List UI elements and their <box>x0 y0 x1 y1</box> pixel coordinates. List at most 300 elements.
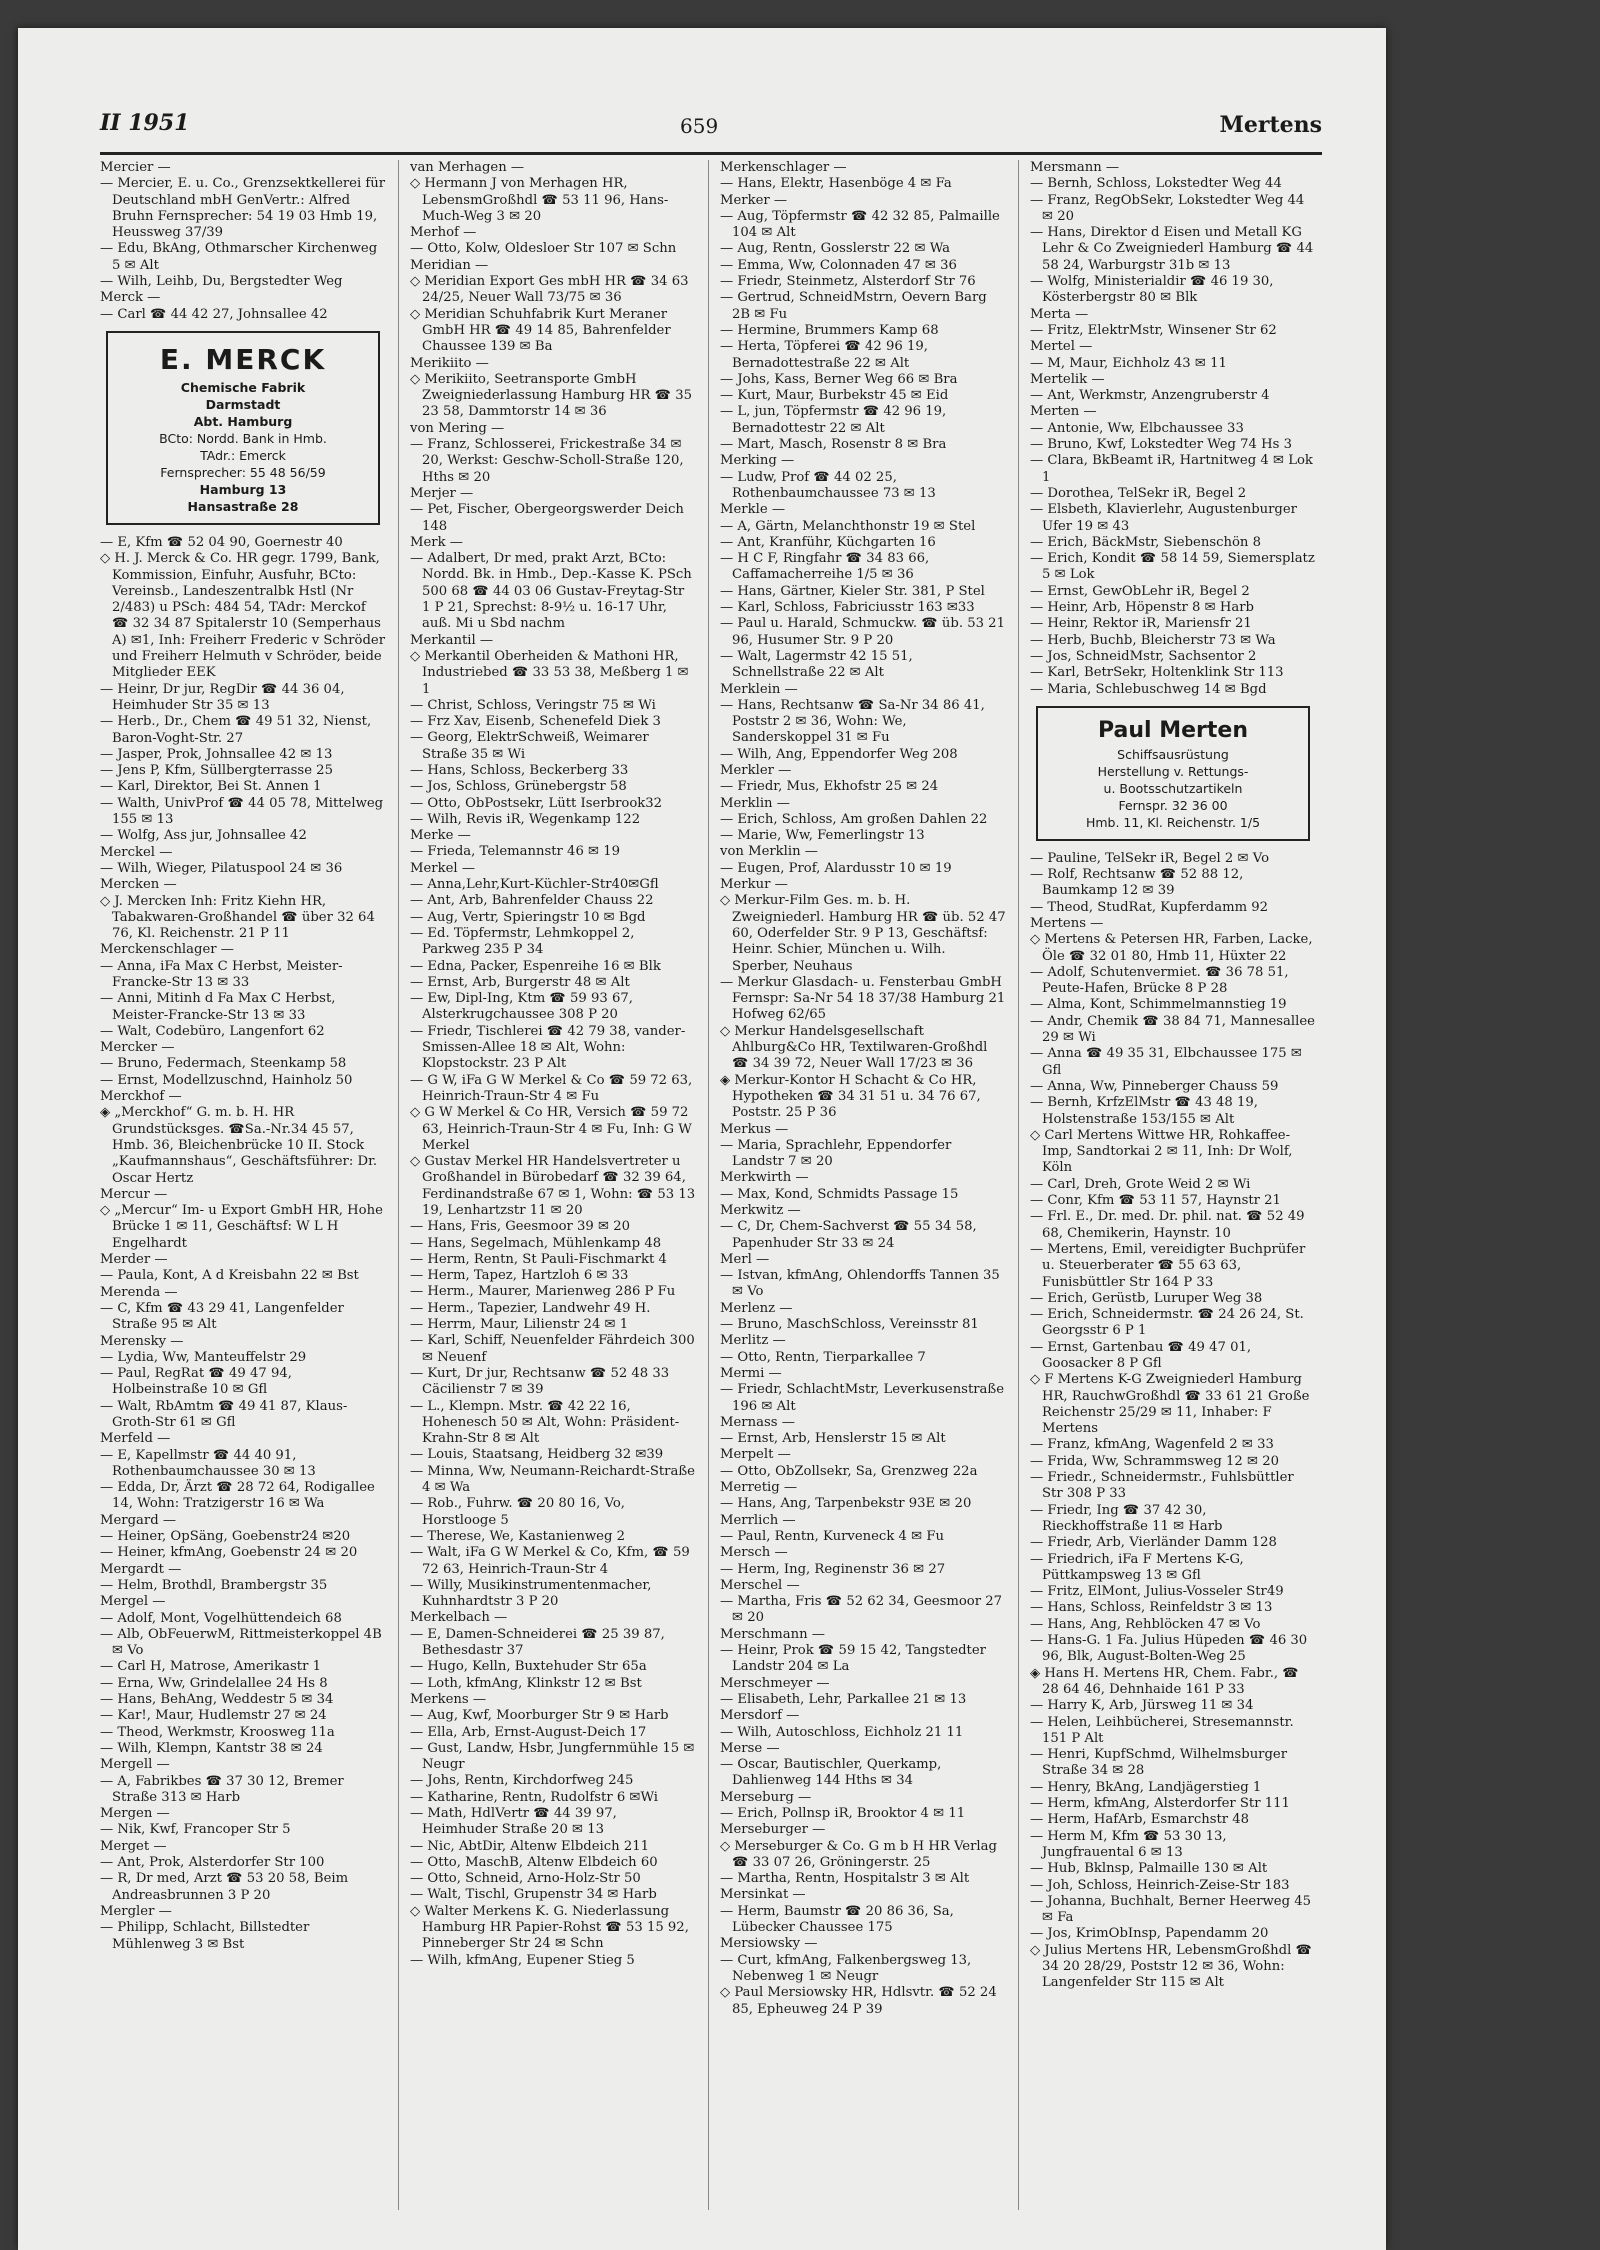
directory-entry: ◇ Meridian Schuhfabrik Kurt Meraner GmbH HR ☎ 49 14 85, Bahrenfelder Chaussee 139 ✉ Ba <box>410 306 671 355</box>
surname-heading: Merschmeyer — <box>720 1675 830 1691</box>
directory-entry: — Adalbert, Dr med, prakt Arzt, BCto: Nordd. Bk. in Hmb., Dep.-Kasse K. PSch 500 68 ☎ 44 03 06 Gustav-Freytag-Str 1 P 21, Sprechst: 8-9½ u. 16-17 Uhr, auß. Mi u Sbd nachm <box>410 551 692 632</box>
directory-entry: — Henri, KupfSchmd, Wilhelmsburger Straße 34 ✉ 28 <box>1030 1747 1288 1779</box>
header-year: II 1951 <box>100 110 190 136</box>
directory-entry: — Frz Xav, Eisenb, Schenefeld Diek 3 <box>410 714 661 730</box>
directory-entry: — Clara, BkBeamt iR, Hartnitweg 4 ✉ Lok 1 <box>1030 453 1313 485</box>
directory-entry: — Hans, BehAng, Weddestr 5 ✉ 34 <box>100 1692 334 1708</box>
surname-heading: Meridian — <box>410 257 489 273</box>
directory-entry: — Karl, Direktor, Bei St. Annen 1 <box>100 779 322 795</box>
surname-heading: Merhof — <box>410 225 477 241</box>
directory-entry: ◇ Merikiito, Seetransporte GmbH Zweigniederlassung Hamburg HR ☎ 35 23 58, Dammtorstr 14 ✉ 36 <box>410 371 692 420</box>
column-2 <box>410 160 696 2220</box>
directory-entry: — Friedr., Schneidermstr., Fuhlsbüttler Str 308 P 33 <box>1030 1470 1294 1502</box>
surname-heading: Mersch — <box>720 1545 788 1561</box>
directory-entry: — Walt, iFa G W Merkel & Co, Kfm, ☎ 59 72 63, Heinrich-Traun-Str 4 <box>410 1545 690 1577</box>
directory-entry: — Henry, BkAng, Landjägerstieg 1 <box>1030 1779 1262 1795</box>
directory-entry: — Jos, KrimObInsp, Papendamm 20 <box>1030 1926 1269 1942</box>
directory-entry: — Hans, Ang, Rehblöcken 47 ✉ Vo <box>1030 1616 1261 1632</box>
directory-entry: ◇ Merseburger & Co. G m b H HR Verlag ☎ 33 07 26, Gröningerstr. 25 <box>720 1838 997 1870</box>
directory-entry: — Nic, AbtDir, Altenw Elbdeich 211 <box>410 1838 650 1854</box>
directory-entry: — Bruno, Federmach, Steenkamp 58 <box>100 1056 347 1072</box>
directory-entry: — Fritz, ElektrMstr, Winsener Str 62 <box>1030 322 1277 338</box>
directory-entry: — Hans, Schloss, Reinfeldstr 3 ✉ 13 <box>1030 1600 1273 1616</box>
directory-entry: — R, Dr med, Arzt ☎ 53 20 58, Beim Andreasbrunnen 3 P 20 <box>100 1871 349 1903</box>
directory-entry: — Maria, Schlebuschweg 14 ✉ Bgd <box>1030 681 1267 697</box>
directory-entry: — M, Maur, Eichholz 43 ✉ 11 <box>1030 355 1227 371</box>
directory-entry: — Hans, Schloss, Beckerberg 33 <box>410 762 629 778</box>
directory-entry: — Otto, Rentn, Tierparkallee 7 <box>720 1349 926 1365</box>
surname-heading: Merkens — <box>410 1691 487 1707</box>
directory-entry: — Christ, Schloss, Veringstr 75 ✉ Wi <box>410 697 656 713</box>
directory-entry: — Karl, Schloss, Fabriciusstr 163 ✉33 <box>720 600 975 616</box>
directory-entry: — Pauline, TelSekr iR, Begel 2 ✉ Vo <box>1030 850 1270 866</box>
surname-heading: Merk — <box>410 534 463 550</box>
directory-entry: — Theod, Werkmstr, Kroosweg 11a <box>100 1724 335 1740</box>
surname-heading: Merikiito — <box>410 355 489 371</box>
merck-advertisement <box>106 331 380 525</box>
directory-entry: — Ernst, Gartenbau ☎ 49 47 01, Goosacker 8 P Gfl <box>1030 1339 1252 1371</box>
directory-entry: — Erich, BäckMstr, Siebenschön 8 <box>1030 534 1261 550</box>
directory-entry: — Istvan, kfmAng, Ohlendorffs Tannen 35 ✉ Vo <box>720 1268 1000 1300</box>
directory-entry: — Conr, Kfm ☎ 53 11 57, Haynstr 21 <box>1030 1193 1281 1209</box>
directory-entry: — Fritz, ElMont, Julius-Vosseler Str49 <box>1030 1584 1284 1600</box>
directory-entry: — Carl, Dreh, Grote Weid 2 ✉ Wi <box>1030 1176 1251 1192</box>
directory-entry: — Erich, Kondit ☎ 58 14 59, Siemersplatz 5 ✉ Lok <box>1030 551 1315 583</box>
header-rule <box>100 152 1322 155</box>
surname-heading: Mergell — <box>100 1757 170 1773</box>
directory-entry: — Herm M, Kfm ☎ 53 30 13, Jungfrauental 6 ✉ 13 <box>1030 1828 1227 1860</box>
surname-heading: Mergard — <box>100 1512 177 1528</box>
merck-ad-name: E. MERCK <box>159 342 327 376</box>
surname-heading: Merckenschlager — <box>100 942 234 958</box>
directory-entry: — Math, HdlVertr ☎ 44 39 97, Heimhuder Straße 20 ✉ 13 <box>410 1805 617 1838</box>
surname-heading: Mertens — <box>1030 915 1104 931</box>
directory-entry: ◇ Julius Mertens HR, LebensmGroßhdl ☎ 34 20 28/29, Poststr 12 ✉ 36, Wohn: Langenfelder Str 115 ✉ Alt <box>1030 1942 1312 1991</box>
directory-entry: — Herm., Tapezier, Landwehr 49 H. <box>410 1300 651 1316</box>
directory-entry: — Erich, Gerüstb, Luruper Weg 38 <box>1030 1290 1263 1306</box>
directory-entry: — Joh, Schloss, Heinrich-Zeise-Str 183 <box>1030 1877 1290 1893</box>
directory-entry: — Wilh, Autoschloss, Eichholz 21 11 <box>720 1724 964 1740</box>
directory-entry: — Anna, Ww, Pinneberger Chauss 59 <box>1030 1078 1279 1094</box>
merck-ad-line: Hamburg 13 <box>199 481 287 497</box>
column-4 <box>1030 160 1316 2220</box>
directory-entry: — Oscar, Bautischler, Querkamp, Dahlienweg 144 Hths ✉ 34 <box>720 1757 942 1789</box>
directory-entry: — Herb, Buchb, Bleicherstr 73 ✉ Wa <box>1030 632 1276 648</box>
directory-entry: ◇ Merkur Handelsgesellschaft Ahlburg&Co HR, Textilwaren-Großhdl ☎ 34 39 72, Neuer Wall 17/23 ✉ 36 <box>720 1023 988 1072</box>
directory-entry: — Ed. Töpfermstr, Lehmkoppel 2, Parkweg 235 P 34 <box>410 925 635 958</box>
surname-heading: Mersdorf — <box>720 1708 800 1724</box>
directory-entry: — Wilh, Leihb, Du, Bergstedter Weg <box>100 274 343 290</box>
directory-entry: — Georg, ElektrSchweiß, Weimarer Straße 35 ✉ Wi <box>410 730 649 762</box>
merck-ad-line: BCto: Nordd. Bank in Hmb. <box>159 430 327 446</box>
directory-entry: — Bruno, Kwf, Lokstedter Weg 74 Hs 3 <box>1030 437 1292 453</box>
directory-entry: — Hans, Fris, Geesmoor 39 ✉ 20 <box>410 1219 630 1235</box>
directory-entry: — Rob., Fuhrw. ☎ 20 80 16, Vo, Horstlooge 5 <box>410 1496 625 1528</box>
column-divider <box>1018 160 1019 2210</box>
directory-entry: — Aug, Kwf, Moorburger Str 9 ✉ Harb <box>410 1708 669 1724</box>
directory-entry: ◇ F Mertens K-G Zweigniederl Hamburg HR, RauchwGroßhdl ☎ 33 61 21 Große Reichenstr 25/29 ✉ 11, Inhaber: F Mertens <box>1030 1372 1310 1437</box>
directory-entry: — Helm, Brothdl, Brambergstr 35 <box>100 1577 328 1593</box>
directory-entry: — Walt, RbAmtm ☎ 49 41 87, Klaus-Groth-Str 61 ✉ Gfl <box>100 1398 348 1430</box>
directory-entry: — Willy, Musikinstrumentenmacher, Kuhnhardtstr 3 P 20 <box>410 1577 652 1610</box>
directory-entry: — Karl, BetrSekr, Holtenklink Str 113 <box>1030 665 1284 681</box>
directory-entry: — Bernh, Schloss, Lokstedter Weg 44 <box>1030 176 1282 192</box>
directory-entry: — Aug, Rentn, Gosslerstr 22 ✉ Wa <box>720 241 951 257</box>
directory-entry: — Bernh, KrfzElMstr ☎ 43 48 19, Holstenstraße 153/155 ✉ Alt <box>1030 1095 1258 1127</box>
surname-heading: Merkwitz — <box>720 1203 801 1218</box>
directory-entry: — Franz, RegObSekr, Lokstedter Weg 44 ✉ 20 <box>1030 192 1305 224</box>
directory-entry: — Aug, Vertr, Spieringstr 10 ✉ Bgd <box>410 909 646 925</box>
directory-entry: — Friedr, Arb, Vierländer Damm 128 <box>1030 1535 1277 1551</box>
directory-entry: — Hans, Segelmach, Mühlenkamp 48 <box>410 1235 662 1251</box>
merck-ad-line: Hansastraße 28 <box>187 498 299 514</box>
directory-entry: — Harry K, Arb, Jürsweg 11 ✉ 34 <box>1030 1698 1254 1714</box>
directory-entry: — Herb., Dr., Chem ☎ 49 51 32, Nienst, Baron-Voght-Str. 27 <box>100 714 372 746</box>
directory-entry: — Philipp, Schlacht, Billstedter Mühlenweg 3 ✉ Bst <box>100 1920 310 1952</box>
directory-entry: — Max, Kond, Schmidts Passage 15 <box>720 1186 959 1202</box>
surname-heading: Merlenz — <box>720 1300 793 1316</box>
directory-entry: — Wolfg, Ass jur, Johnsallee 42 <box>100 828 307 844</box>
directory-entry: — Walt, Codebüro, Langenfort 62 <box>100 1023 325 1039</box>
surname-heading: Mersinkat — <box>720 1887 806 1903</box>
directory-entry: ◇ G W Merkel & Co HR, Versich ☎ 59 72 63, Heinrich-Traun-Str 4 ✉ Fu, Inh: G W Merkel <box>410 1105 692 1153</box>
directory-entry: — Pet, Fischer, Obergeorgswerder Deich 148 <box>410 502 684 534</box>
merten-ad-name: Paul Merten <box>1097 717 1248 743</box>
directory-entry: — Friedr, Steinmetz, Alsterdorf Str 76 <box>720 274 976 290</box>
surname-heading: Merkenschlager — <box>720 160 847 175</box>
surname-heading: Mermi — <box>720 1365 782 1381</box>
directory-entry: — Heiner, kfmAng, Goebenstr 24 ✉ 20 <box>100 1545 358 1561</box>
surname-heading: Merklin — <box>720 795 790 811</box>
directory-entry: ◈ „Merckhof“ G. m. b. H. HR Grundstücksges. ☎Sa.-Nr.34 45 57, Hmb. 36, Bleichenbrücke 10 II. Stock „Kaufmannshaus“, Geschäftsführer: Dr. Oscar Hertz <box>100 1105 378 1186</box>
merck-ad-line: Fernsprecher: 55 48 56/59 <box>160 464 326 480</box>
surname-heading: Merretig — <box>720 1480 798 1496</box>
surname-heading: Merget — <box>100 1838 167 1854</box>
directory-entry: — Katharine, Rentn, Rudolfstr 6 ✉Wi <box>410 1789 658 1805</box>
directory-entry: — Johs, Rentn, Kirchdorfweg 245 <box>410 1773 634 1789</box>
surname-heading: Merkantil — <box>410 632 494 648</box>
directory-entry: — Martha, Fris ☎ 52 62 34, Geesmoor 27 ✉ 20 <box>720 1594 1003 1626</box>
directory-entry: — Anna, iFa Max C Herbst, Meister-Francke-Str 13 ✉ 33 <box>100 958 343 990</box>
directory-entry: — Elsbeth, Klavierlehr, Augustenburger Ufer 19 ✉ 43 <box>1030 502 1297 534</box>
directory-entry: — Ew, Dipl-Ing, Ktm ☎ 59 93 67, Alsterkrugchaussee 308 P 20 <box>410 991 633 1023</box>
surname-heading: Merseburger — <box>720 1822 826 1838</box>
directory-entry: — Franz, kfmAng, Wagenfeld 2 ✉ 33 <box>1030 1437 1274 1453</box>
directory-entry: — Helen, Leihbücherei, Stresemannstr. 151 P Alt <box>1030 1714 1294 1746</box>
surname-heading: Mernass — <box>720 1414 795 1430</box>
directory-entry: ◇ Merkantil Oberheiden & Mathoni HR, Industriebed ☎ 33 53 38, Meßberg 1 ✉ 1 <box>410 648 689 697</box>
directory-entry: — Antonie, Ww, Elbchaussee 33 <box>1030 420 1244 436</box>
surname-heading: Mertel — <box>1030 339 1093 355</box>
directory-entry: — Adolf, Schutenvermiet. ☎ 36 78 51, Peute-Hafen, Brücke 8 P 28 <box>1030 964 1289 997</box>
directory-entry: — Erich, Pollnsp iR, Brooktor 4 ✉ 11 <box>720 1805 966 1821</box>
surname-heading: Merker — <box>720 192 788 208</box>
directory-entry: — Emma, Ww, Colonnaden 47 ✉ 36 <box>720 257 957 273</box>
directory-entry: — Herm, kfmAng, Alsterdorfer Str 111 <box>1030 1796 1290 1812</box>
directory-entry: — Anna,Lehr,Kurt-Küchler-Str40✉Gfl <box>410 877 659 893</box>
directory-entry: ◇ Mertens & Petersen HR, Farben, Lacke, Öle ☎ 32 01 80, Hmb 11, Hüxter 22 <box>1030 932 1313 964</box>
directory-entry: — Herm, Rentn, St Pauli-Fischmarkt 4 <box>410 1251 667 1267</box>
header-running-title: Mertens <box>1219 112 1322 138</box>
directory-entry: — Merkur Glasdach- u. Fensterbau GmbH Fernspr: Sa-Nr 54 18 37/38 Hamburg 21 Hofweg 62/65 <box>720 974 1006 1023</box>
directory-entry: — Carl H, Matrose, Amerikastr 1 <box>100 1659 321 1675</box>
directory-entry: — C, Dr, Chem-Sachverst ☎ 55 34 58, Papenhuder Str 33 ✉ 24 <box>720 1219 977 1251</box>
directory-entry: — Jasper, Prok, Johnsallee 42 ✉ 13 <box>100 746 333 762</box>
directory-entry: — Ant, Arb, Bahrenfelder Chauss 22 <box>410 893 654 909</box>
directory-entry: — Heinr, Dr jur, RegDir ☎ 44 36 04, Heimhuder Str 35 ✉ 13 <box>100 681 345 713</box>
directory-entry: — L, jun, Töpfermstr ☎ 42 96 19, Bernadottestr 22 ✉ Alt <box>720 404 947 436</box>
surname-heading: von Merklin — <box>720 844 818 860</box>
directory-entry: — Wilh, Ang, Eppendorfer Weg 208 <box>720 746 958 762</box>
directory-entry: ◇ „Mercur“ Im- u Export GmbH HR, Hohe Brücke 1 ✉ 11, Geschäftsf: W L H Engelhardt <box>100 1203 383 1251</box>
directory-entry: ◇ J. Mercken Inh: Fritz Kiehn HR, Tabakwaren-Großhandel ☎ über 32 64 76, Kl. Reichenstr. 21 P 11 <box>100 893 375 942</box>
directory-entry: — Anna ☎ 49 35 31, Elbchaussee 175 ✉ Gfl <box>1030 1046 1302 1078</box>
directory-entry: — L., Klempn. Mstr. ☎ 42 22 16, Hohenesch 50 ✉ Alt, Wohn: Präsident-Krahn-Str 8 ✉ Alt <box>410 1398 680 1447</box>
directory-entry: — Aug, Töpfermstr ☎ 42 32 85, Palmaille 104 ✉ Alt <box>720 208 1000 241</box>
column-3 <box>720 160 1006 2220</box>
surname-heading: Merck — <box>100 290 161 306</box>
surname-heading: Mergler — <box>100 1903 172 1919</box>
directory-entry: ◇ Walter Merkens K. G. Niederlassung Hamburg HR Papier-Rohst ☎ 53 15 92, Pinneberger Str 24 ✉ Schn <box>410 1903 689 1952</box>
directory-entry: — Marie, Ww, Femerlingstr 13 <box>720 828 925 844</box>
directory-entry: — Ernst, GewObLehr iR, Begel 2 <box>1030 583 1250 599</box>
column-divider <box>398 160 399 2210</box>
directory-entry: — Hermine, Brummers Kamp 68 <box>720 322 939 338</box>
surname-heading: Merenda — <box>100 1284 178 1300</box>
directory-entry: — Kar!, Maur, Hudlemstr 27 ✉ 24 <box>100 1708 327 1724</box>
directory-entry: — Frida, Ww, Schrammsweg 12 ✉ 20 <box>1030 1453 1279 1469</box>
directory-entry: — A, Fabrikbes ☎ 37 30 12, Bremer Straße 313 ✉ Harb <box>100 1773 344 1805</box>
directory-entry: — Mertens, Emil, vereidigter Buchprüfer u. Steuerberater ☎ 55 63 63, Funisbüttler Str 164 P 33 <box>1030 1241 1306 1290</box>
directory-entry: — Friedr, Ing ☎ 37 42 30, Rieckhoffstraße 11 ✉ Harb <box>1030 1502 1223 1534</box>
merck-ad-line: Chemische Fabrik <box>180 379 306 395</box>
directory-entry: — Herm, HafArb, Esmarchstr 48 <box>1030 1812 1250 1828</box>
surname-heading: Merkur — <box>720 877 788 893</box>
directory-entry: ◈ Merkur-Kontor H Schacht & Co HR, Hypotheken ☎ 34 31 51 u. 34 76 67, Poststr. 25 P 36 <box>720 1072 981 1121</box>
directory-entry: — Curt, kfmAng, Falkenbergsweg 13, Nebenweg 1 ✉ Neugr <box>720 1952 972 1984</box>
surname-heading: Merkelbach — <box>410 1610 508 1626</box>
directory-entry: — Wilh, Revis iR, Wegenkamp 122 <box>410 811 641 827</box>
directory-entry: — Johanna, Buchhalt, Berner Heerweg 45 ✉ Fa <box>1030 1893 1312 1926</box>
directory-entry: — C, Kfm ☎ 43 29 41, Langenfelder Straße 95 ✉ Alt <box>100 1300 344 1333</box>
directory-entry: — Wilh, Wieger, Pilatuspool 24 ✉ 36 <box>100 860 343 876</box>
directory-entry: — Loth, kfmAng, Klinkstr 12 ✉ Bst <box>410 1675 642 1691</box>
directory-entry: — Hans, Ang, Tarpenbekstr 93E ✉ 20 <box>720 1496 972 1512</box>
surname-heading: Merrlich — <box>720 1512 796 1528</box>
merten-ad-line: Hmb. 11, Kl. Reichenstr. 1/5 <box>1085 814 1261 830</box>
directory-page <box>18 28 1386 2250</box>
directory-entry: — Kurt, Maur, Burbekstr 45 ✉ Eid <box>720 388 949 404</box>
directory-entry: — H C F, Ringfahr ☎ 34 83 66, Caffamacherreihe 1/5 ✉ 36 <box>720 551 930 583</box>
directory-entry: — Otto, ObPostsekr, Lütt Iserbrook32 <box>410 795 663 811</box>
directory-entry: — Friedr, SchlachtMstr, Leverkusenstraße 196 ✉ Alt <box>720 1382 1005 1414</box>
surname-heading: Merlitz — <box>720 1333 786 1349</box>
directory-entry: — Wilh, kfmAng, Eupener Stieg 5 <box>410 1952 635 1968</box>
surname-heading: Mertelik — <box>1030 371 1105 387</box>
directory-entry: ◇ Meridian Export Ges mbH HR ☎ 34 63 24/25, Neuer Wall 73/75 ✉ 36 <box>410 274 689 306</box>
directory-entry: — Frieda, Telemannstr 46 ✉ 19 <box>410 844 621 860</box>
directory-entry: — Herm, Ing, Reginenstr 36 ✉ 27 <box>720 1561 946 1577</box>
directory-entry: ◇ Paul Mersiowsky HR, Hdlsvtr. ☎ 52 24 85, Epheuweg 24 P 39 <box>720 1985 997 2017</box>
directory-entry: — Erich, Schneidermstr. ☎ 24 26 24, St. Georgsstr 6 P 1 <box>1030 1307 1304 1339</box>
directory-entry: — Karl, Schiff, Neuenfelder Fährdeich 300 ✉ Neuenf <box>410 1333 695 1365</box>
directory-entry: — Otto, Kolw, Oldesloer Str 107 ✉ Schn <box>410 241 677 257</box>
merck-ad-line: Darmstadt <box>205 396 281 412</box>
directory-entry: — Martha, Rentn, Hospitalstr 3 ✉ Alt <box>720 1871 970 1887</box>
directory-entry: — A, Gärtn, Melanchthonstr 19 ✉ Stel <box>720 518 976 534</box>
surname-heading: Mersiowsky — <box>720 1936 818 1952</box>
directory-entry: — Herm, Tapez, Hartzloh 6 ✉ 33 <box>410 1268 629 1284</box>
directory-entry: — Mercier, E. u. Co., Grenzsektkellerei für Deutschland mbH GenVertr.: Alfred Bruhn Fernsprecher: 54 19 03 Hmb 19, Heussweg 37/39 <box>100 176 386 241</box>
surname-heading: Mergen — <box>100 1806 170 1822</box>
directory-entry: — Friedr, Mus, Ekhofstr 25 ✉ 24 <box>720 779 939 795</box>
directory-entry: — Ant, Prok, Alsterdorfer Str 100 <box>100 1855 325 1871</box>
surname-heading: Mercken — <box>100 877 177 893</box>
directory-entry: — Gust, Landw, Hsbr, Jungfernmühle 15 ✉ Neugr <box>410 1740 695 1773</box>
surname-heading: Merjer — <box>410 485 474 501</box>
directory-entry: — Paul, RegRat ☎ 49 47 94, Holbeinstraße 10 ✉ Gfl <box>100 1366 292 1398</box>
directory-entry: — Edna, Packer, Espenreihe 16 ✉ Blk <box>410 958 661 974</box>
directory-entry: — Heinr, Arb, Höpenstr 8 ✉ Harb <box>1030 600 1254 616</box>
directory-entry: — Otto, MaschB, Altenw Elbdeich 60 <box>410 1854 658 1870</box>
directory-entry: — Hans, Elektr, Hasenböge 4 ✉ Fa <box>720 176 952 192</box>
surname-heading: Mercur — <box>100 1186 168 1202</box>
directory-entry: — Gertrud, SchneidMstrn, Oevern Barg 2B ✉ Fu <box>720 290 987 322</box>
directory-entry: — Maria, Sprachlehr, Eppendorfer Landstr 7 ✉ 20 <box>720 1137 952 1170</box>
surname-heading: Mercker — <box>100 1040 175 1056</box>
directory-entry: — Heinr, Prok ☎ 59 15 42, Tangstedter Landstr 204 ✉ La <box>720 1643 986 1675</box>
directory-entry: — Hugo, Kelln, Buxtehuder Str 65a <box>410 1659 647 1675</box>
directory-entry: — Louis, Staatsang, Heidberg 32 ✉39 <box>410 1447 664 1463</box>
directory-entry: — Jens P, Kfm, Süllbergterrasse 25 <box>100 763 333 779</box>
surname-heading: Merckel — <box>100 844 173 860</box>
surname-heading: Merpelt — <box>720 1447 791 1463</box>
directory-entry: — Theod, StudRat, Kupferdamm 92 <box>1030 899 1269 915</box>
surname-heading: Merl — <box>720 1251 770 1267</box>
directory-entry: — Bruno, MaschSchloss, Vereinsstr 81 <box>720 1317 979 1333</box>
surname-heading: Mercier — <box>100 160 171 175</box>
directory-entry: — Hans, Rechtsanw ☎ Sa-Nr 34 86 41, Poststr 2 ✉ 36, Wohn: We, Sanderskoppel 31 ✉ Fu <box>720 697 985 746</box>
directory-entry: — Herm, Baumstr ☎ 20 86 36, Sa, Lübecker Chaussee 175 <box>720 1903 954 1936</box>
directory-entry: — Andr, Chemik ☎ 38 84 71, Mannesallee 29 ✉ Wi <box>1030 1013 1315 1046</box>
surname-heading: Mergardt — <box>100 1561 182 1577</box>
surname-heading: Merkwirth — <box>720 1170 809 1186</box>
directory-entry: — Ernst, Arb, Burgerstr 48 ✉ Alt <box>410 974 630 990</box>
surname-heading: Merensky — <box>100 1333 184 1349</box>
directory-entry: — Alma, Kont, Schimmelmannstieg 19 <box>1030 997 1287 1013</box>
merten-ad-line: u. Bootsschutzartikeln <box>1103 780 1243 796</box>
directory-entry: — Nik, Kwf, Francoper Str 5 <box>100 1822 291 1838</box>
merck-ad-line: TAdr.: Emerck <box>200 447 286 463</box>
directory-entry: — Carl ☎ 44 42 27, Johnsallee 42 <box>100 306 328 322</box>
directory-entry: — Friedrich, iFa F Mertens K-G, Püttkampsweg 13 ✉ Gfl <box>1030 1551 1244 1583</box>
directory-entry: — Heiner, OpSäng, Goebenstr24 ✉20 <box>100 1529 351 1545</box>
directory-entry: — Paula, Kont, A d Kreisbahn 22 ✉ Bst <box>100 1268 359 1284</box>
directory-entry: — Ant, Werkmstr, Anzengruberstr 4 <box>1030 388 1270 404</box>
surname-heading: Mergel — <box>100 1594 166 1610</box>
surname-heading: Merfeld — <box>100 1431 171 1447</box>
directory-entry: — Friedr, Tischlerei ☎ 42 79 38, vander-Smissen-Allee 18 ✉ Alt, Wohn: Klopstockstr. 23 P Alt <box>410 1023 686 1072</box>
directory-entry: — Hans, Direktor d Eisen und Metall KG Lehr & Co Zweigniederl Hamburg ☎ 44 58 24, Warburgstr 31b ✉ 13 <box>1030 225 1314 273</box>
surname-heading: Merckhof — <box>100 1089 182 1105</box>
surname-heading: Merta — <box>1030 306 1089 322</box>
directory-entry: — Paul, Rentn, Kurveneck 4 ✉ Fu <box>720 1528 944 1544</box>
directory-entry: — Anni, Mitinh d Fa Max C Herbst, Meister-Francke-Str 13 ✉ 33 <box>100 991 336 1023</box>
directory-entry: ◇ Hermann J von Merhagen HR, LebensmGroßhdl ☎ 53 11 96, Hans-Much-Weg 3 ✉ 20 <box>410 176 669 224</box>
merten-ad-line: Fernspr. 32 36 00 <box>1118 797 1228 813</box>
directory-entry: — Herta, Töpferei ☎ 42 96 19, Bernadottestraße 22 ✉ Alt <box>720 339 928 371</box>
directory-entry: — E, Kapellmstr ☎ 44 40 91, Rothenbaumchaussee 30 ✉ 13 <box>100 1447 316 1479</box>
merck-ad-line: Abt. Hamburg <box>193 413 293 429</box>
surname-heading: Merklein — <box>720 681 798 697</box>
page-number: 659 <box>680 114 719 138</box>
directory-entry: — Edda, Dr, Ärzt ☎ 28 72 64, Rodigallee 14, Wohn: Tratzigerstr 16 ✉ Wa <box>100 1480 375 1512</box>
directory-entry: — Hub, Bklnsp, Palmaille 130 ✉ Alt <box>1030 1861 1268 1877</box>
directory-entry: — Walt, Lagermstr 42 15 51, Schnellstraße 22 ✉ Alt <box>720 648 913 681</box>
directory-entry: — Jos, SchneidMstr, Sachsentor 2 <box>1030 648 1257 664</box>
directory-entry: ◇ H. J. Merck & Co. HR gegr. 1799, Bank, Kommission, Einfuhr, Ausfuhr, BCto: Vereinsb., Landeszentralbk Hstl (Nr 2/483) u PSch: 484 54, TAdr: Merckof ☎ 32 34 87 Spitalerstr 10 (Semperhaus A) ✉1, Inh: Freiherr Frederic v Schröder und Freiherr Helmuth v Schröder, beide Mitglieder EEK <box>100 551 386 681</box>
directory-entry: — Ernst, Arb, Henslerstr 15 ✉ Alt <box>720 1431 946 1447</box>
surname-heading: Merschmann — <box>720 1626 825 1642</box>
directory-entry: ◈ Hans H. Mertens HR, Chem. Fabr., ☎ 28 64 46, Dehnhaide 161 P 33 <box>1030 1665 1299 1697</box>
directory-entry: — Edu, BkAng, Othmarscher Kirchenweg 5 ✉ Alt <box>100 241 378 273</box>
directory-entry: — Alb, ObFeuerwM, Rittmeisterkoppel 4B ✉ Vo <box>100 1626 382 1659</box>
directory-entry: — Hans, Gärtner, Kieler Str. 381, P Stel <box>720 583 985 599</box>
directory-entry: — Minna, Ww, Neumann-Reichardt-Straße 4 ✉ Wa <box>410 1463 695 1496</box>
directory-entry: — Herrm, Maur, Lilienstr 24 ✉ 1 <box>410 1317 629 1333</box>
surname-heading: Merking — <box>720 453 795 469</box>
directory-entry: — Johs, Kass, Berner Weg 66 ✉ Bra <box>720 371 958 387</box>
surname-heading: Merkle — <box>720 502 786 518</box>
directory-entry: — Otto, ObZollsekr, Sa, Grenzweg 22a <box>720 1463 978 1479</box>
surname-heading: Merkler — <box>720 762 792 778</box>
directory-entry: ◇ Carl Mertens Wittwe HR, Rohkaffee-Imp, Sandtorkai 2 ✉ 11, Inh: Dr Wolf, Köln <box>1030 1127 1293 1176</box>
column-1 <box>100 160 386 2220</box>
directory-entry: ◇ Merkur-Film Ges. m. b. H. Zweigniederl. Hamburg HR ☎ üb. 52 47 60, Oderfelder Str. 9 P 13, Geschäftsf: Heinr. Schier, München u. Wilh. Sperber, Neuhaus <box>720 893 1006 974</box>
directory-entry: ◇ Gustav Merkel HR Handelsvertreter u Großhandel in Bürobedarf ☎ 32 39 64, Ferdinandstraße 67 ✉ 1, Wohn: ☎ 53 13 19, Lenhartzstr 11 ✉ 20 <box>410 1154 696 1218</box>
surname-heading: von Mering — <box>410 420 505 436</box>
directory-entry: — Mart, Masch, Rosenstr 8 ✉ Bra <box>720 437 947 453</box>
directory-entry: — Eugen, Prof, Alardusstr 10 ✉ 19 <box>720 860 952 876</box>
directory-entry: — Walth, UnivProf ☎ 44 05 78, Mittelweg 155 ✉ 13 <box>100 795 384 828</box>
surname-heading: Merkus — <box>720 1121 789 1137</box>
page-header <box>100 110 1322 146</box>
directory-entry: — Wilh, Klempn, Kantstr 38 ✉ 24 <box>100 1740 323 1756</box>
merten-advertisement <box>1036 706 1310 841</box>
surname-heading: van Merhagen — <box>410 160 525 175</box>
directory-entry: — Kurt, Dr jur, Rechtsanw ☎ 52 48 33 Cäcilienstr 7 ✉ 39 <box>410 1365 670 1398</box>
directory-entry: — Jos, Schloss, Grünebergstr 58 <box>410 779 627 795</box>
surname-heading: Merschel — <box>720 1577 800 1593</box>
directory-entry: — G W, iFa G W Merkel & Co ☎ 59 72 63, Heinrich-Traun-Str 4 ✉ Fu <box>410 1072 693 1104</box>
surname-heading: Merder — <box>100 1252 168 1268</box>
surname-heading: Merse — <box>720 1740 780 1756</box>
directory-entry: — Walt, Tischl, Grupenstr 34 ✉ Harb <box>410 1887 657 1903</box>
merten-ad-line: Herstellung v. Rettungs- <box>1097 763 1249 779</box>
directory-entry: — Hans-G. 1 Fa. Julius Hüpeden ☎ 46 30 96, Blk, August-Bolten-Weg 25 <box>1030 1633 1308 1665</box>
directory-entry: — E, Kfm ☎ 52 04 90, Goernestr 40 <box>100 534 343 550</box>
directory-entry: — Herm., Maurer, Marienweg 286 P Fu <box>410 1284 676 1300</box>
directory-entry: — Otto, Schneid, Arno-Holz-Str 50 <box>410 1871 641 1887</box>
directory-entry: — Erich, Schloss, Am großen Dahlen 22 <box>720 811 988 827</box>
merten-ad-line: Schiffsausrüstung <box>1117 746 1229 762</box>
directory-entry: — Franz, Schlosserei, Frickestraße 34 ✉ 20, Werkst: Geschw-Scholl-Straße 120, Hths ✉ 20 <box>410 437 684 485</box>
directory-entry: — Ant, Kranführ, Küchgarten 16 <box>720 534 936 550</box>
directory-entry: — Heinr, Rektor iR, Mariensfr 21 <box>1030 616 1252 632</box>
directory-entry: — Ella, Arb, Ernst-August-Deich 17 <box>410 1724 647 1740</box>
surname-heading: Merkel — <box>410 860 476 876</box>
surname-heading: Merseburg — <box>720 1789 812 1805</box>
